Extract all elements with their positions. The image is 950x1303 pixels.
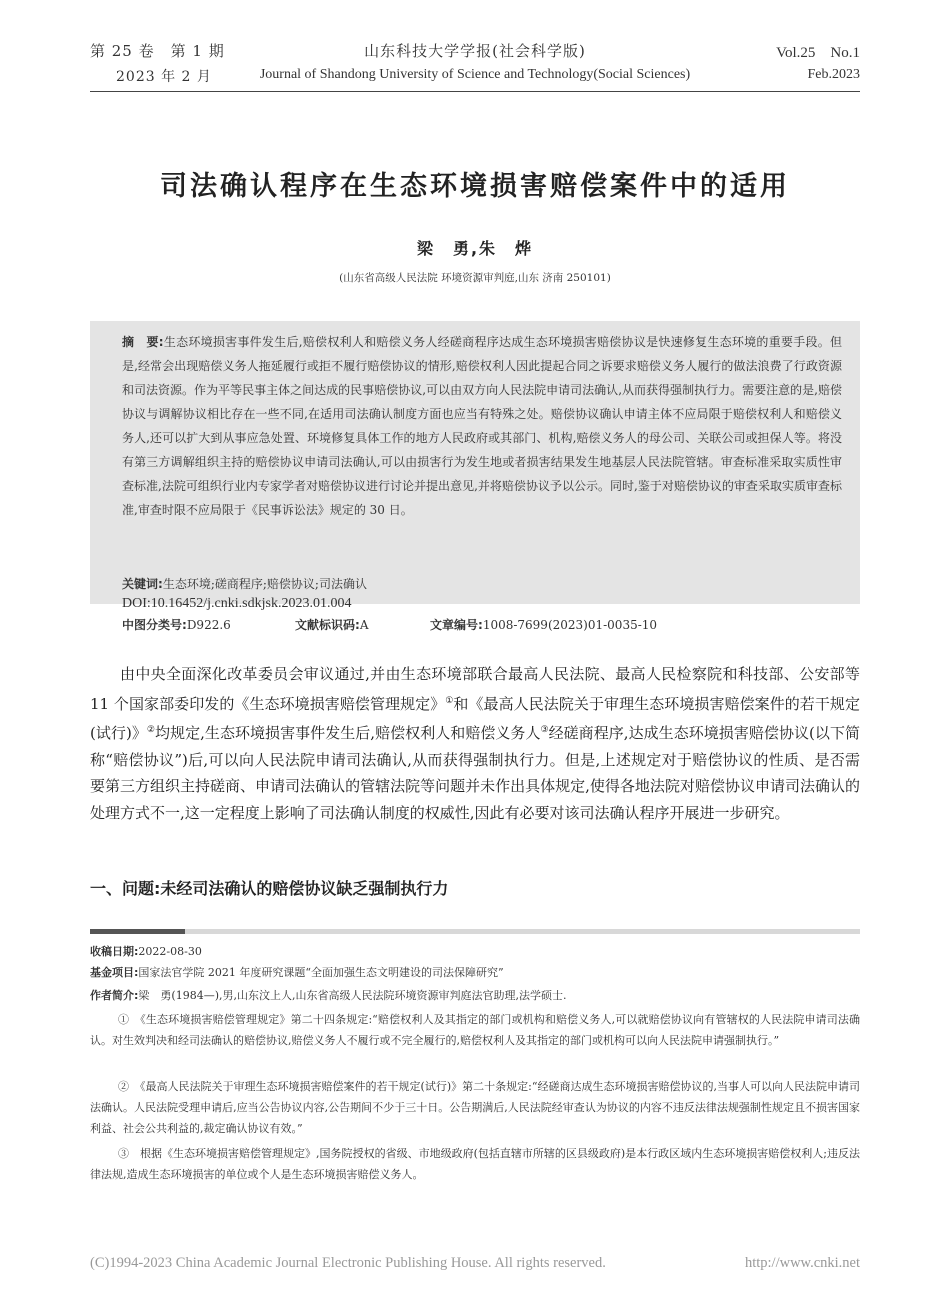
author-bio (90, 985, 860, 1006)
volume-issue-en: Vol.25 No.1 (776, 45, 860, 61)
article-title: 司法确认程序在生态环境损害赔偿案件中的适用 (160, 171, 790, 202)
abstract-text: 生态环境损害事件发生后,赔偿权利人和赔偿义务人经磋商程序达成生态环境损害赔偿协议是快速修复生态环境的重要手段。但是,经常会出现赔偿义务人拖延履行或拒不履行赔偿协议的情形,赔偿权利人因此提起合同之诉要求赔偿义务人履行的做法浪费了行政资源和司法资源。作为平等民事主体之间达成的民事赔偿协议,可以由双方向人民法院申请司法确认,从而获得强制执行力。需要注意的是,赔偿协议与调解协议相比存在一些不同,在适用司法确认制度方面也应当有特殊之处。赔偿协议确认申请主体不应局限于赔偿权利人和赔偿义务人,还可以扩大到从事应急处置、环境修复具体工作的地方人民政府或其部门、机构,赔偿义务人的母公司、关联公司或担保人等。将没有第三方调解组织主持的赔偿协议申请司法确认,可以由损害行为发生地或者损害结果发生地基层人民法院管辖。审查标准采取实质性审查标准,法院可组织行业内专家学者对赔偿协议进行讨论并提出意见,并将赔偿协议予以公示。同时,鉴于对赔偿协议的审查采取实质审查标准,审查时限不应局限于《民事诉讼法》规定的 30 日。 (122, 335, 842, 517)
received-label: 收稿日期: (90, 945, 139, 958)
date-en: Feb.2023 (807, 67, 860, 82)
footnote-ref-2: ② (146, 725, 155, 736)
fund-value: 国家法官学院 2021 年度研究课题“全面加强生态文明建设的司法保障研究” (138, 966, 504, 979)
authors: 梁 勇,朱 烨 (416, 239, 534, 258)
journal-title-cn: 山东科技大学学报(社会科学版) (364, 42, 586, 60)
footnote-2: ② 《最高人民法院关于审理生态环境损害赔偿案件的若干规定(试行)》第二十条规定:“经磋商达成生态环境损害赔偿协议的,当事人可以向人民法院申请司法确认。人民法院受理申请后,应当公告协议内容,公告期间不少于三十日。公告期满后,人民法院经审查认为协议的内容不违反法律法规强制性规定且不损害国家利益、社会公共利益的,裁定确认协议有效。” (90, 1080, 860, 1135)
article-number (430, 616, 657, 633)
footnote-separator-accent (90, 929, 185, 934)
article-number-value: 1008-7699(2023)01-0035-10 (482, 618, 658, 632)
footnote-ref-1: ① (445, 695, 454, 706)
doc-code-value: A (359, 618, 369, 632)
document-code (295, 616, 368, 633)
keywords (122, 575, 367, 592)
journal-title-en: Journal of Shandong University of Science and Technology(Social Sciences) (259, 67, 691, 82)
doi: DOI:10.16452/j.cnki.sdkjsk.2023.01.004 (122, 596, 352, 611)
author-bio-label: 作者简介: (90, 989, 139, 1002)
footnote-separator (90, 929, 860, 934)
copyright-text: (C)1994-2023 China Academic Journal Electronic Publishing House. All rights reserved. (90, 1255, 606, 1271)
footnote-ref-3: ③ (540, 725, 549, 736)
clc-number (122, 616, 231, 633)
section-heading: 一、问题:未经司法确认的赔偿协议缺乏强制执行力 (90, 879, 449, 898)
received-value: 2022-08-30 (138, 945, 202, 958)
clc-label: 中图分类号: (122, 618, 187, 632)
keywords-label: 关键词: (122, 577, 163, 591)
volume-issue-cn: 第 25 卷 第 1 期 (90, 42, 225, 60)
affiliation: (山东省高级人民法院 环境资源审判庭,山东 济南 250101) (339, 272, 611, 284)
fund-project (90, 962, 860, 983)
body-text-4: 经磋商程序,达成生态环境损害赔偿协议(以下简称“赔偿协议”)后,可以向人民法院申请司法确认,从而获得强制执行力。但是,上述规定对于赔偿协议的性质、是否需要第三方组织主持磋商、申请司法确认的管辖法院等问题并未作出具体规定,使得各地法院对赔偿协议申请司法确认的处理方式不一,这一定程度上影响了司法确认制度的权威性,因此有必要对该司法确认程序开展进一步研究。 (90, 724, 860, 822)
body-paragraph (90, 661, 860, 827)
article-number-label: 文章编号: (430, 618, 483, 632)
body-text-3: 均规定,生态环境损害事件发生后,赔偿权利人和赔偿义务人 (155, 724, 541, 743)
date-cn: 2023 年 2 月 (116, 69, 212, 85)
footnote-3: ③ 根据《生态环境损害赔偿管理规定》,国务院授权的省级、市地级政府(包括直辖市所辖的区县级政府)是本行政区域内生态环境损害赔偿权利人;违反法律法规,造成生态环境损害的单位或个人是生态环境损害赔偿义务人。 (90, 1147, 860, 1181)
header-rule (90, 91, 860, 92)
copyright-line (90, 1255, 860, 1272)
keywords-text: 生态环境;磋商程序;赔偿协议;司法确认 (162, 577, 367, 591)
fund-label: 基金项目: (90, 966, 139, 979)
abstract-label: 摘 要: (122, 335, 164, 349)
received-date (90, 941, 860, 962)
footnote-1: ① 《生态环境损害赔偿管理规定》第二十四条规定:“赔偿权利人及其指定的部门或机构和赔偿义务人,可以就赔偿协议向有管辖权的人民法院申请司法确认。对生效判决和经司法确认的赔偿协议,赔偿义务人不履行或不完全履行的,赔偿权利人及其指定的部门或机构可以向人民法院申请强制执行。” (90, 1013, 860, 1047)
clc-value: D922.6 (186, 618, 231, 632)
abstract (122, 330, 842, 522)
body-text-1: 由中央全面深化改革委员会审议通过,并由生态环境部联合最高人民法院、最高人民检察院和科技部、公安部等 11 个国家部委印发的《生态环境损害赔偿管理规定》 (90, 665, 860, 713)
body-text-2: 和《最高人民法院关于审理生态环境损害赔偿案件的若干规定(试行)》 (90, 694, 860, 743)
cnki-url: http://www.cnki.net (744, 1255, 860, 1271)
doc-code-label: 文献标识码: (295, 618, 360, 632)
author-bio-value: 梁 勇(1984—),男,山东汶上人,山东省高级人民法院环境资源审判庭法官助理,法学硕士. (138, 989, 567, 1002)
